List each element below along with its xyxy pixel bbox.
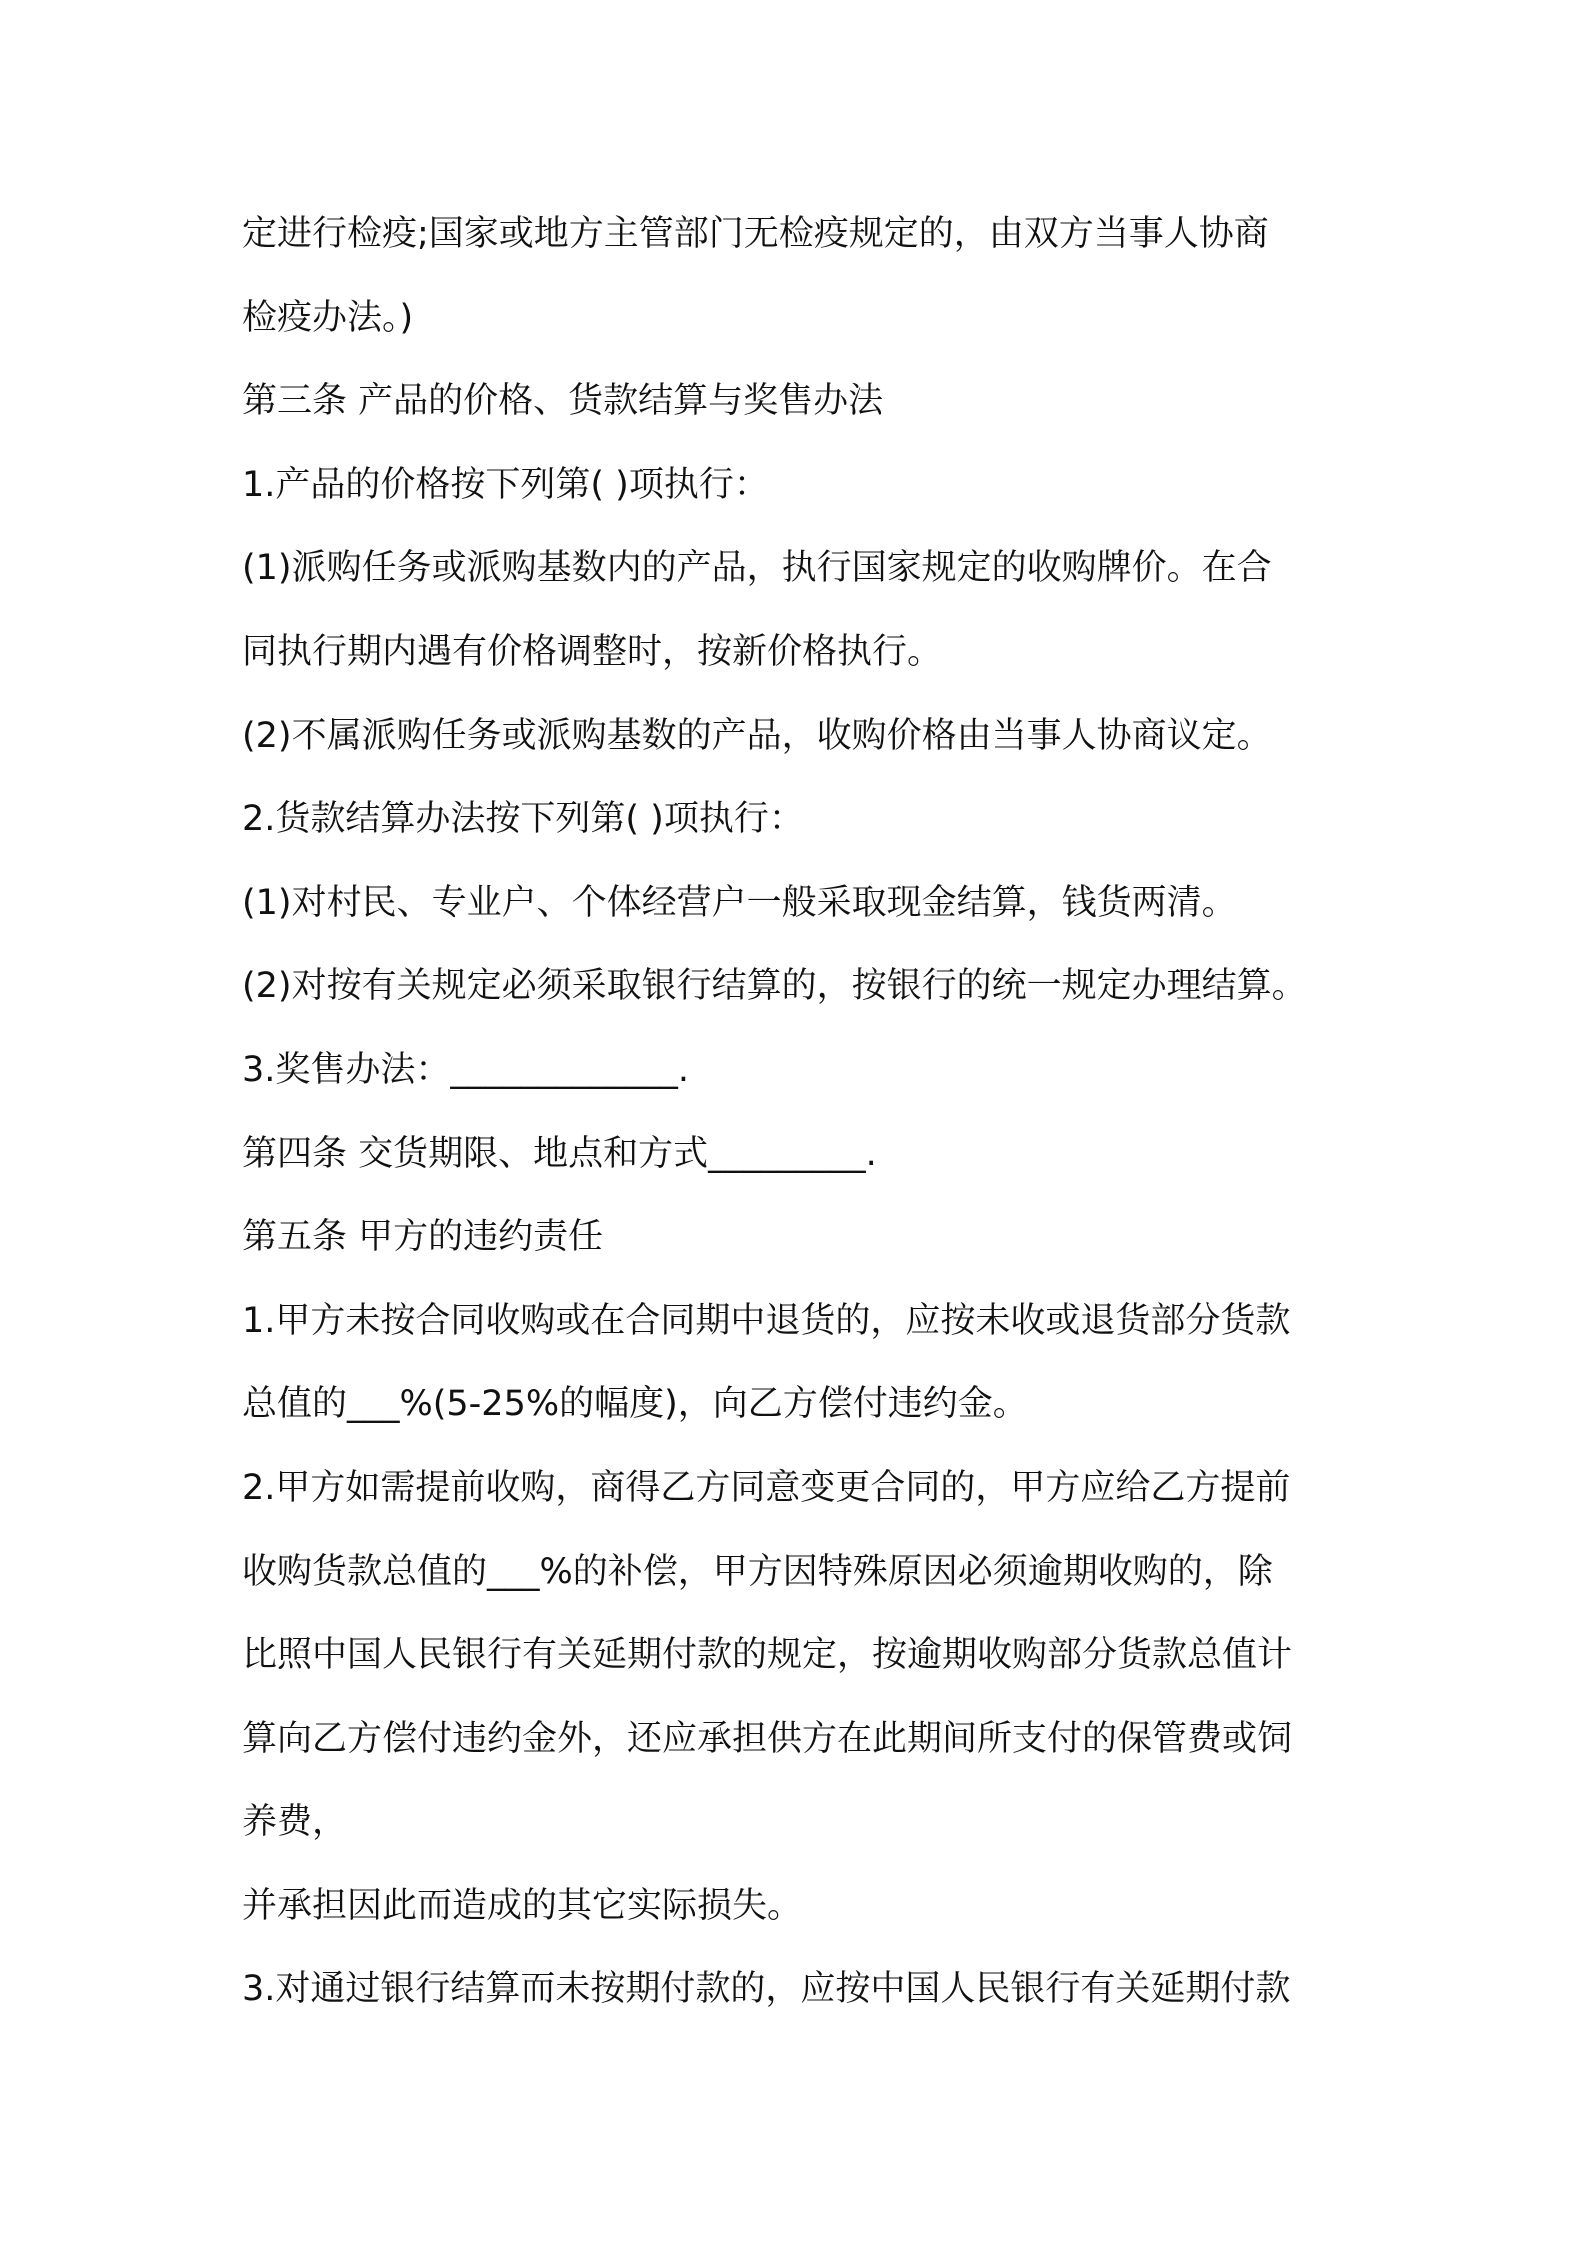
text-line: 定进行检疫;国家或地方主管部门无检疫规定的，由双方当事人协商: [242, 214, 1269, 254]
text-line: (2)不属派购任务或派购基数的产品，收购价格由当事人协商议定。: [242, 715, 1272, 756]
text-line: 总值的___%(5-25%的幅度)，向乙方偿付违约金。: [242, 1384, 1028, 1425]
text-line: 算向乙方偿付违约金外，还应承担供方在此期间所支付的保管费或饲: [242, 1718, 1293, 1759]
text-line: 比照中国人民银行有关延期付款的规定，按逾期收购部分货款总值计: [242, 1635, 1293, 1676]
text-line: (1)对村民、专业户、个体经营户一般采取现金结算，钱货两清。: [242, 882, 1237, 923]
text-line: 收购货款总值的___%的补偿，甲方因特殊原因必须逾期收购的，除: [242, 1551, 1273, 1592]
text-line: 1.产品的价格按下列第( )项执行：: [242, 464, 769, 505]
text-line: 同执行期内遇有价格调整时，按新价格执行。: [242, 631, 943, 672]
article-heading: 第三条 产品的价格、货款结算与奖售办法: [242, 381, 884, 422]
text-line: 检疫办法。): [242, 297, 414, 338]
article-heading: 第五条 甲方的违约责任: [242, 1217, 604, 1258]
text-line: 1.甲方未按合同收购或在合同期中退货的，应按未收或退货部分货款: [242, 1300, 1291, 1341]
text-line: 3.对通过银行结算而未按期付款的，应按中国人民银行有关延期付款: [242, 1969, 1291, 2010]
text-line: 3.奖售办法：_____________.: [242, 1049, 690, 1090]
text-line: 养费，: [242, 1802, 348, 1843]
text-line: 2.甲方如需提前收购，商得乙方同意变更合同的，甲方应给乙方提前: [242, 1467, 1291, 1508]
text-line: 2.货款结算办法按下列第( )项执行：: [242, 799, 804, 840]
document-body: [242, 193, 1362, 2032]
text-line: (1)派购任务或派购基数内的产品，执行国家规定的收购牌价。在合: [242, 548, 1272, 589]
text-line: (2)对按有关规定必须采取银行结算的，按银行的统一规定办理结算。: [242, 966, 1307, 1007]
article-heading: 第四条 交货期限、地点和方式_________.: [242, 1133, 877, 1174]
text-line: 并承担因此而造成的其它实际损失。: [242, 1885, 803, 1926]
